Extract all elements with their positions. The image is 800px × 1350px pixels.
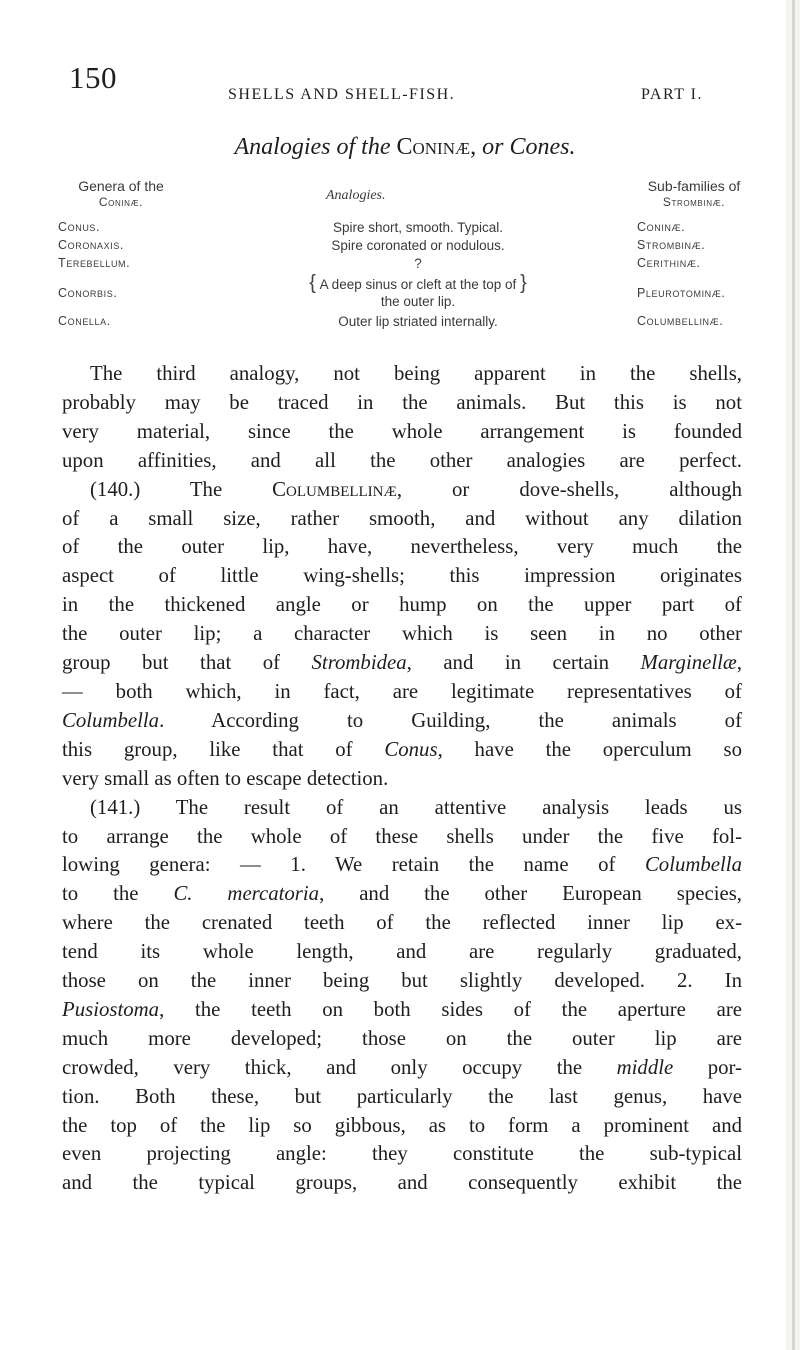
right-brace-icon: } bbox=[520, 272, 527, 294]
analogy-cell: { A deep sinus or cleft at the top of the outer lip. } bbox=[309, 272, 527, 309]
column-header-genera: Genera of the Coninæ. bbox=[78, 178, 164, 209]
subfamily-cell: Columbellinæ. bbox=[637, 314, 724, 328]
subfamily-cell: Coninæ. bbox=[637, 220, 686, 234]
analogy-cell: Spire coronated or nodulous. bbox=[331, 238, 505, 253]
analogy-cell: Outer lip striated internally. bbox=[338, 314, 498, 329]
table-row bbox=[56, 220, 756, 238]
column-header-analogies: Analogies. bbox=[326, 188, 386, 203]
family-name: Coninæ bbox=[396, 134, 471, 160]
table-row bbox=[56, 238, 756, 256]
body-paragraphs: The third analogy, not being apparent in the shells, probably may be traced in the animals. But this is not very material, since the whole arrangement is founded upon affinities, and all the other analogies are perfect. (140.) The Columbellinæ, or dove-shells, although of a small size, rather smooth, and without any dilation of the outer lip, have, nevertheless, very much the aspect of little wing-shells; this impression originates in the thickened angle or hump on the upper part of the outer lip; a character which is seen in no other group but that of Strombidea, and in certain Marginellæ, — both which, in fact, are legitimate representatives of Columbella. According to Guilding, the animals of this group, like that of Conus, have the operculum so very small as often to escape detection. (141.) The result of an attentive analysis leads us to arrange the whole of these shells under the five fol- lowing genera: — 1. We retain the name of Columbella to the C. mercatoria, and the other European species, where the crenated teeth of the reflected inner lip ex- tend its whole length, and are regularly graduated, those on the inner being but slightly developed. 2. In Pusiostoma, the teeth on both sides of the aperture are much more developed; those on the outer lip are crowded, very thick, and only occupy the middle por- tion. Both these, but particularly the last genus, have the top of the lip so gibbous, as to form a prominent and even projecting angle: they constitute the sub-typical and the typical groups, and consequently exhibit the bbox=[62, 362, 742, 1195]
page-number: 150 bbox=[69, 60, 117, 95]
part-label: PART I. bbox=[641, 86, 704, 103]
section-title: Analogies of the Coninæ, or Cones. bbox=[234, 134, 576, 160]
table-header bbox=[56, 170, 756, 220]
subfamily-cell: Pleurotominæ. bbox=[637, 286, 726, 300]
analogies-table bbox=[56, 170, 756, 332]
genus-cell: Terebellum. bbox=[58, 256, 131, 270]
subfamily-cell: Strombinæ. bbox=[637, 238, 706, 252]
analogy-cell: Spire short, smooth. Typical. bbox=[332, 220, 504, 235]
table-row bbox=[56, 256, 756, 274]
running-header bbox=[0, 60, 800, 108]
column-header-subfamilies: Sub-families of Strombinæ. bbox=[647, 178, 741, 209]
genus-cell: Conella. bbox=[58, 314, 111, 328]
table-row bbox=[56, 314, 756, 332]
table-row bbox=[56, 274, 756, 314]
left-brace-icon: { bbox=[309, 272, 316, 294]
genus-cell: Conus. bbox=[58, 220, 101, 234]
genus-cell: Conorbis. bbox=[58, 286, 118, 300]
running-title: SHELLS AND SHELL-FISH. bbox=[228, 86, 456, 103]
scan-edge bbox=[786, 0, 800, 1350]
analogy-cell: ? bbox=[414, 256, 422, 271]
genus-cell: Coronaxis. bbox=[58, 238, 125, 252]
subfamily-cell: Cerithinæ. bbox=[637, 256, 701, 270]
